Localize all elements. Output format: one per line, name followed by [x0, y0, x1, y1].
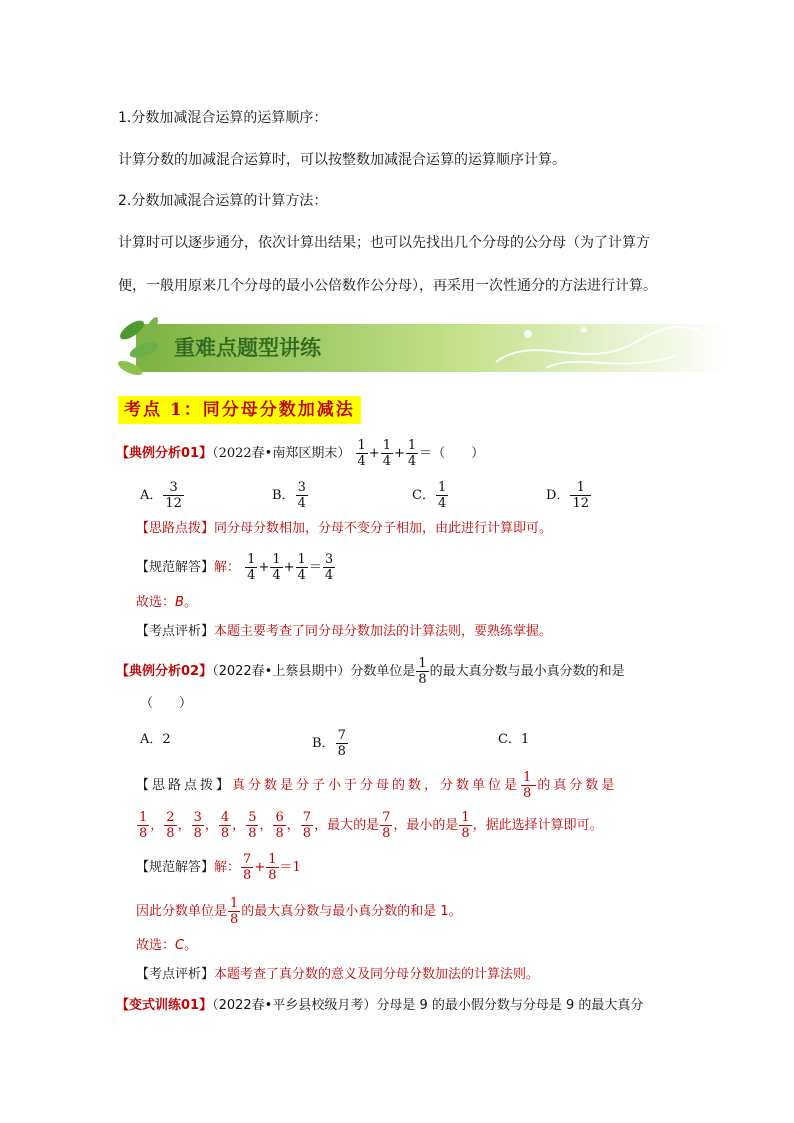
- fraction: $\frac{1}{8}$: [418, 656, 427, 687]
- example-2-hint-line2: $\frac{1}{8}$ ， $\frac{2}{8}$ ， $\frac{3}{8}$ ， $\frac{4}{8}$ ， $\frac{5}{8}$ ， $\frac{6}{8}$ ， $\frac{7}{8}$ ，最大的是 $\frac{7}{8}$ ，最小的是 $\frac{1}{8}$ ，据此选择计算即可。: [139, 810, 603, 841]
- example-1-review: 【考点评析】本题主要考查了同分母分数加法的计算法则，要熟练掌握。: [136, 624, 553, 639]
- intro-heading-1: 1.分数加减混合运算的运算顺序：: [118, 110, 328, 126]
- example-2-review: 【考点评析】本题考查了真分数的意义及同分母分数加法的计算法则。: [136, 967, 540, 982]
- example-1-source: （2022春•南郑区期末）: [212, 446, 351, 461]
- example-1-answer: 【规范解答】解： $\frac{1}{4}$ + $\frac{1}{4}$ + $\frac{1}{4}$ ＝ $\frac{3}{4}$: [136, 552, 334, 583]
- option-b: B． $\frac{3}{4}$: [272, 480, 306, 511]
- section-banner: [116, 312, 728, 384]
- fraction: $\frac{1}{4}$: [297, 552, 306, 583]
- example-1-question: [116, 438, 484, 469]
- intro-body-2b: 便，一般用原来几个分母的最小公倍数作公分母），再采用一次性通分的方法进行计算。: [118, 278, 657, 294]
- example-2-answer: 【规范解答】解： $\frac{7}{8}$ + $\frac{1}{8}$ ＝1: [136, 852, 301, 883]
- example-1-choice: 故选：B。: [136, 595, 197, 610]
- option-c: C．1: [498, 732, 530, 747]
- intro-body-2a: 计算时可以逐步通分，依次计算出结果；也可以先找出几个分母的公分母（为了计算方: [118, 235, 650, 251]
- intro-heading-2: 2.分数加减混合运算的计算方法：: [118, 193, 328, 209]
- example-2-choice: 故选：C。: [136, 938, 198, 953]
- fraction: $\frac{1}{4}$: [382, 438, 391, 469]
- option-a: A．2: [140, 732, 171, 747]
- example-2-hint-line1: 【思路点拨】真分数是分子小于分母的数，分数单位是 $\frac{1}{8}$ 的真分数是: [136, 770, 618, 801]
- variant-1-question: 【变式训练01】（2022春•平乡县校级月考）分母是 9 的最小假分数与分母是 9 的最大真分: [116, 998, 644, 1013]
- plus-sign: +: [393, 446, 405, 461]
- example-2-question: 【典例分析02】（2022春•上蔡县期中）分数单位是 $\frac{1}{8}$ 的最大真分数与最小真分数的和是: [116, 656, 625, 687]
- option-c: C． $\frac{1}{4}$: [412, 480, 447, 511]
- banner-title: 重难点题型讲练: [174, 336, 321, 360]
- option-a: A． $\frac{3}{12}$: [140, 480, 182, 511]
- option-d: D． $\frac{1}{12}$: [546, 480, 589, 511]
- example-1-hint: 【思路点拨】同分母分数相加，分母不变分子相加，由此进行计算即可。: [136, 521, 553, 536]
- fraction: $\frac{3}{4}$: [324, 552, 334, 583]
- fraction: $\frac{1}{4}$: [407, 438, 417, 469]
- fraction: $\frac{1}{4}$: [247, 552, 256, 583]
- answer-blank: ＝（ ）: [419, 446, 485, 461]
- plus-sign: +: [368, 446, 380, 461]
- kaodian-1-title: 考点 1：同分母分数加减法: [118, 396, 361, 424]
- fraction: $\frac{1}{8}$: [523, 770, 535, 801]
- fraction: $\frac{1}{4}$: [272, 552, 281, 583]
- example-2-conclusion: 因此分数单位是 $\frac{1}{8}$ 的最大真分数与最小真分数的和是 1。: [136, 896, 462, 927]
- intro-body-1: 计算分数的加减混合运算时，可以按整数加减混合运算的运算顺序计算。: [118, 152, 566, 168]
- example-2-paren: （ ）: [140, 696, 193, 711]
- fraction: $\frac{1}{4}$: [357, 438, 366, 469]
- option-b: B． $\frac{7}{8}$: [312, 728, 346, 759]
- example-1-tag: 【典例分析01】: [116, 446, 213, 461]
